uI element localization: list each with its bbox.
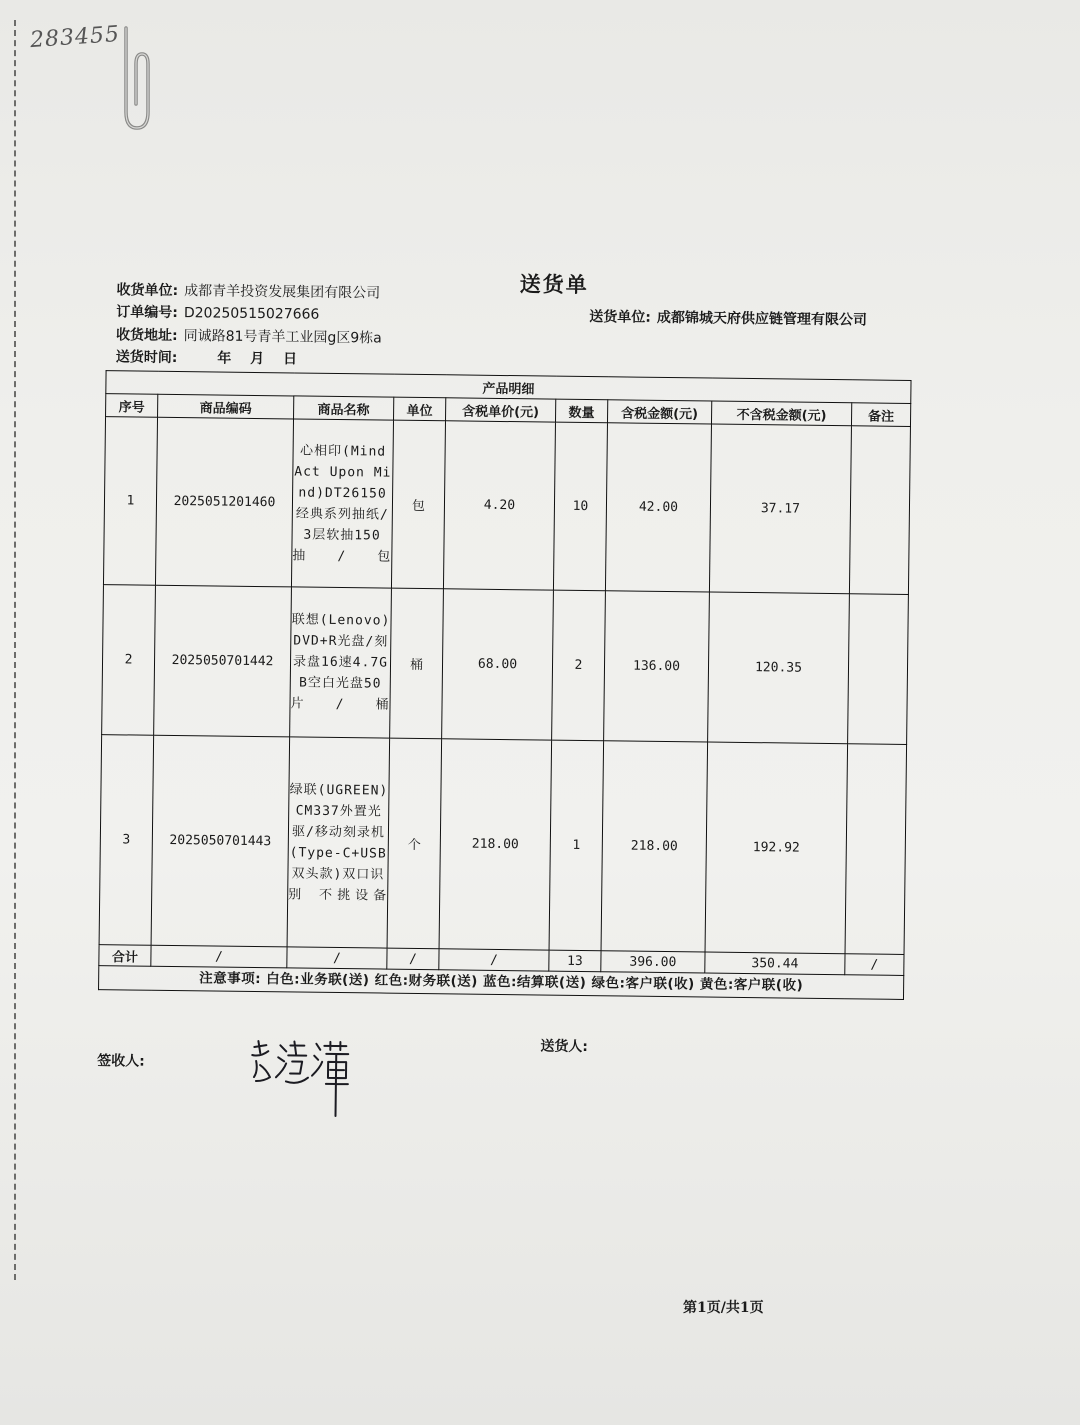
row-name: 绿联(UGREEN)CM337外置光驱/移动刻录机(Type-C+USB双头款)双口识别 不挑设备 <box>287 737 390 948</box>
total-label: 合计 <box>99 945 151 967</box>
total-code: / <box>151 945 287 968</box>
row-unit: 包 <box>391 420 445 589</box>
shipper-value: 成都锦城天府供应链管理有限公司 <box>656 309 867 329</box>
total-unit: / <box>387 948 439 970</box>
row-unit: 个 <box>387 738 442 949</box>
row-qty: 10 <box>553 422 607 591</box>
shipper-row <box>589 306 867 329</box>
deliverer-label: 送货人: <box>540 1038 589 1056</box>
product-table <box>98 370 912 1000</box>
row-code: 2025050701442 <box>154 585 292 737</box>
address-row <box>116 324 382 347</box>
row-no: 2 <box>102 585 156 736</box>
row-amount-ex: 120.35 <box>708 592 850 744</box>
col-header-qty: 数量 <box>555 399 607 423</box>
row-remark <box>845 744 907 955</box>
row-price: 4.20 <box>443 421 555 590</box>
time-value: 年 月 日 <box>217 350 298 368</box>
handwritten-number: 283455 <box>29 21 121 54</box>
row-amount: 42.00 <box>605 423 711 592</box>
total-remark: / <box>845 954 904 976</box>
col-header-unit: 单位 <box>394 397 446 421</box>
col-header-remark: 备注 <box>851 403 910 427</box>
paperclip-icon <box>118 24 156 132</box>
row-qty: 2 <box>552 590 606 741</box>
col-header-amount-ex: 不含税金额(元) <box>711 401 851 426</box>
col-header-name: 商品名称 <box>294 396 394 420</box>
row-amount-ex: 192.92 <box>705 742 848 954</box>
total-price: / <box>439 949 549 971</box>
order-number: D20250515027666 <box>183 305 320 323</box>
row-name: 心相印(Mind Act Upon Mind)DT26150经典系列抽纸/3层软抽150抽/包 <box>291 419 393 588</box>
row-no: 3 <box>99 735 154 946</box>
row-price: 68.00 <box>442 589 554 740</box>
shipper-label: 送货单位: <box>589 309 651 326</box>
table-row <box>102 585 909 745</box>
consignee-row <box>116 279 380 302</box>
row-code: 2025051201460 <box>155 417 293 587</box>
order-row <box>116 301 319 323</box>
row-qty: 1 <box>549 740 604 951</box>
address-label: 收货地址: <box>115 327 178 345</box>
table-caption: 产品明细 <box>106 371 911 404</box>
delivery-note <box>85 255 925 1095</box>
row-no: 1 <box>103 417 157 586</box>
row-amount: 218.00 <box>601 741 708 952</box>
total-qty: 13 <box>549 950 601 972</box>
col-header-amount: 含税金额(元) <box>607 400 711 424</box>
receiver-label: 签收人: <box>97 1053 145 1070</box>
col-header-no: 序号 <box>106 394 158 418</box>
row-amount-ex: 37.17 <box>709 424 851 594</box>
time-label: 送货时间: <box>115 349 178 367</box>
table-row <box>99 735 907 955</box>
handwritten-signature <box>249 1037 360 1118</box>
row-name: 联想(Lenovo)DVD+R光盘/刻录盘16速4.7GB空白光盘50片/桶 <box>290 587 392 738</box>
row-remark <box>849 426 910 595</box>
total-name: / <box>287 947 387 969</box>
consignee-value: 成都青羊投资发展集团有限公司 <box>184 283 381 302</box>
col-header-price: 含税单价(元) <box>446 398 556 422</box>
total-amount: 396.00 <box>601 951 705 973</box>
table-row <box>103 417 910 595</box>
col-header-code: 商品编码 <box>158 394 294 419</box>
document-title: 送货单 <box>519 272 589 298</box>
notice-text: 注意事项: 白色:业务联(送) 红色:财务联(送) 蓝色:结算联(送) 绿色:客户联(收) 黄色:客户联(收) <box>99 966 904 1000</box>
row-unit: 桶 <box>390 588 444 739</box>
consignee-label: 收货单位: <box>116 282 179 300</box>
page-number: 第1页/共1页 <box>683 1300 764 1316</box>
address-value: 同诚路81号青羊工业园g区9栋a <box>183 328 382 347</box>
row-amount: 136.00 <box>604 591 710 742</box>
row-code: 2025050701443 <box>151 735 290 947</box>
time-row <box>116 346 298 368</box>
order-label: 订单编号: <box>116 304 179 322</box>
total-amount-ex: 350.44 <box>705 952 845 975</box>
perforated-edge <box>14 20 16 1280</box>
row-price: 218.00 <box>439 739 552 950</box>
row-remark <box>848 594 909 745</box>
